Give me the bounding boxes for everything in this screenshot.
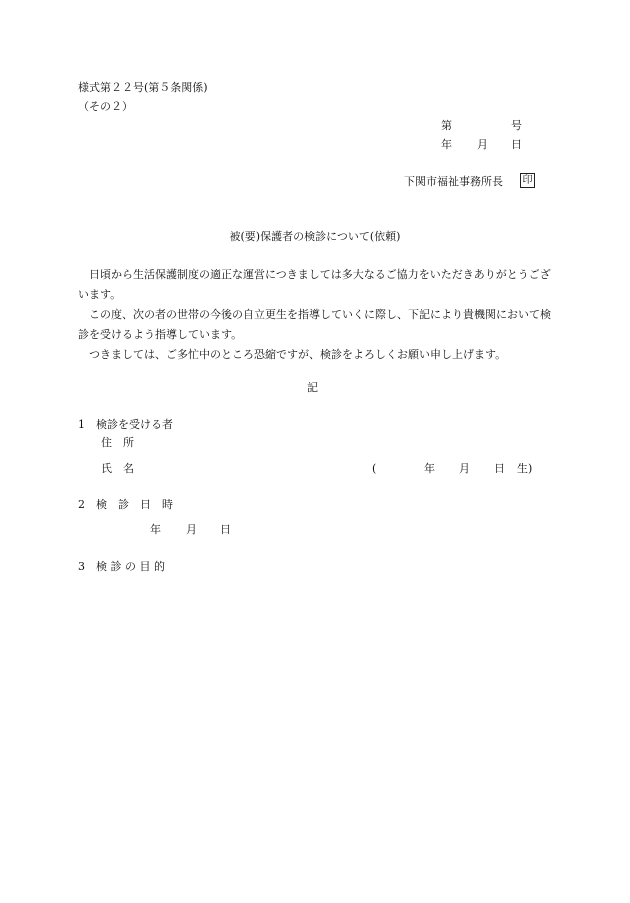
body-paragraph-2: この度、次の者の世帯の今後の自立更生を指導していくに際し、下記により貴機関において検診を受けるよう指導しています。 [78, 308, 551, 341]
date-month: 月 [477, 138, 488, 151]
date-day: 日 [511, 138, 522, 151]
birth-day: 日 [494, 462, 505, 475]
body-paragraph-3: つきましては、ご多忙中のところ恐縮ですが、検診をよろしくお願い申し上げます。 [89, 348, 507, 361]
date-year: 年 [441, 138, 452, 151]
exam-year: 年 [150, 523, 161, 536]
birth-open-paren: ( [372, 462, 377, 475]
address-label: 住 所 [101, 436, 134, 449]
exam-month: 月 [186, 523, 197, 536]
birth-month: 月 [459, 462, 470, 475]
seal-stamp: 印 [520, 173, 535, 188]
sender-name: 下関市福祉事務所長 [404, 175, 503, 188]
body-paragraph-1: 日頃から生活保護制度の適正な運営につきましては多大なるご協力をいただきありがとうございます。 [78, 268, 551, 301]
birth-year: 年 [424, 462, 435, 475]
form-number: 様式第２２号(第５条関係) [78, 81, 208, 94]
section-3-heading: 3 検 診 の 目 的 [78, 560, 165, 573]
form-sub-number: （その２） [78, 100, 133, 113]
doc-ref-go: 号 [511, 119, 522, 132]
section-1-heading: 1 検診を受ける者 [78, 418, 173, 431]
birth-close: 生) [517, 462, 533, 475]
name-label: 氏 名 [101, 462, 134, 475]
section-2-heading: 2 検 診 日 時 [78, 498, 173, 511]
doc-ref-dai: 第 [441, 119, 452, 132]
ki-marker: 記 [307, 381, 318, 394]
document-title: 被(要)保護者の検診について(依頼) [229, 230, 401, 243]
exam-day: 日 [220, 523, 231, 536]
